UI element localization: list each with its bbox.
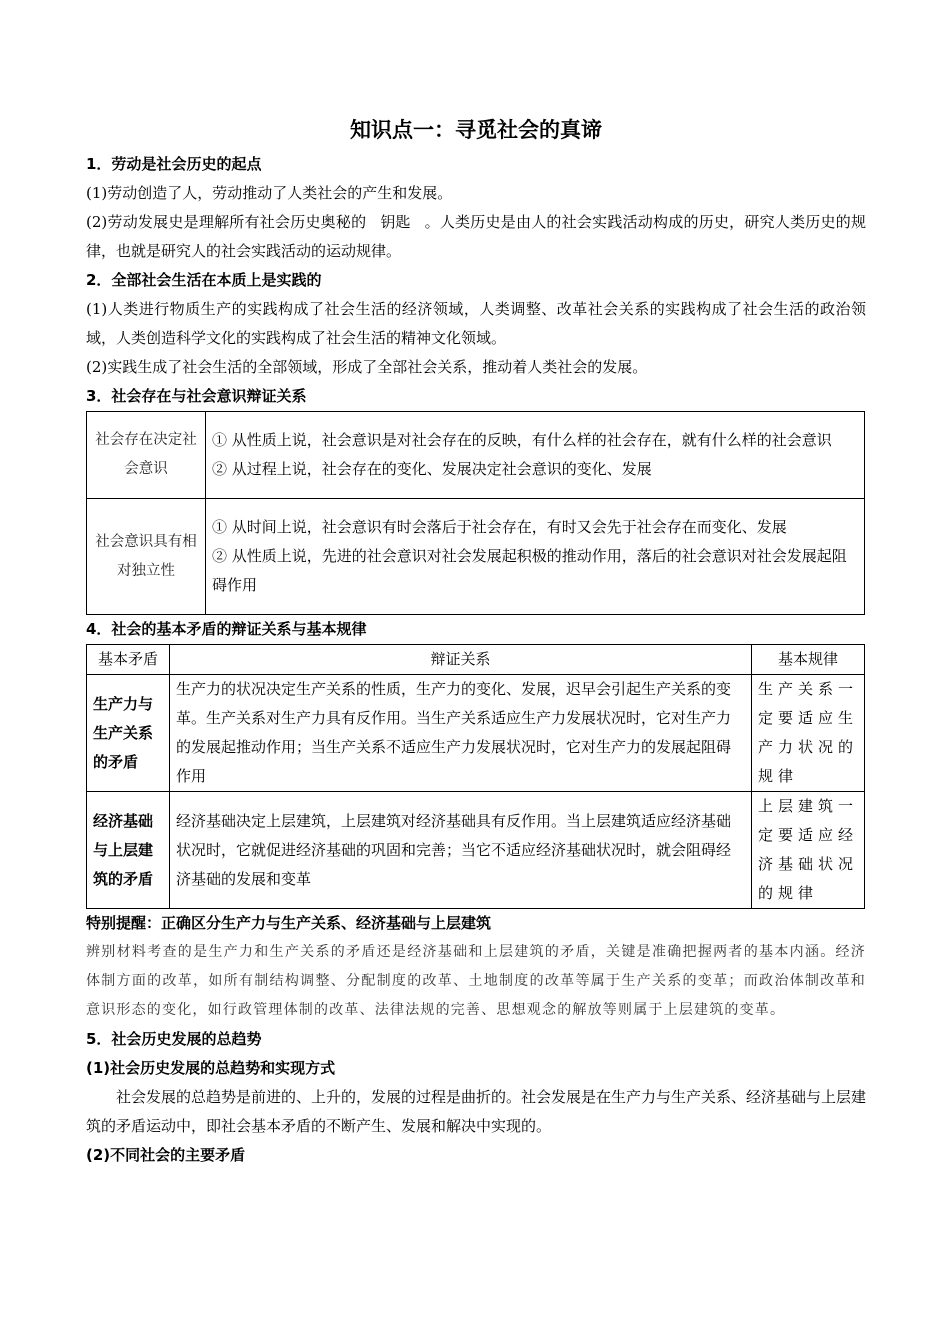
row-label: 社会意识具有相对独立性 <box>87 499 206 615</box>
section-5-sub-1: (1)社会历史发展的总趋势和实现方式 <box>86 1059 336 1077</box>
table-row <box>87 792 865 909</box>
section-4-heading: 4．社会的基本矛盾的辩证关系与基本规律 <box>86 620 367 638</box>
section-1-para-1: (1)劳动创造了人，劳动推动了人类社会的产生和发展。 <box>86 184 453 202</box>
row-label: 生产力与生产关系的矛盾 <box>87 675 170 792</box>
row-label: 社会存在决定社会意识 <box>87 412 206 499</box>
section-5-heading: 5．社会历史发展的总趋势 <box>86 1030 262 1048</box>
row-content <box>206 412 865 499</box>
key-word: 钥匙 <box>380 213 411 231</box>
document-page <box>86 112 866 1170</box>
row-relation: 生产力的状况决定生产关系的性质，生产力的变化、发展，迟早会引起生产关系的变革。生产关系对生产力具有反作用。当生产关系适应生产力发展状况时，它对生产力的发展起推动作用；当生产关系不适应生产力发展状况时，它对生产力的发展起阻碍作用 <box>170 675 752 792</box>
table-row <box>87 412 865 499</box>
para-2-start: (2)劳动发展史是理解所有社会历史奥秘的 <box>86 213 367 231</box>
header-contradiction: 基本矛盾 <box>87 645 170 675</box>
section-2-para-2: (2)实践生成了社会生活的全部领域，形成了全部社会关系，推动着人类社会的发展。 <box>86 358 648 376</box>
section-2-heading: 2．全部社会生活在本质上是实践的 <box>86 271 322 289</box>
section-3-heading: 3．社会存在与社会意识辩证关系 <box>86 387 307 405</box>
header-law: 基本规律 <box>752 645 865 675</box>
section-1-heading: 1．劳动是社会历史的起点 <box>86 155 262 173</box>
section-1-para-2 <box>86 208 866 266</box>
section-5-sub-2: (2)不同社会的主要矛盾 <box>86 1146 246 1164</box>
table-row <box>87 499 865 615</box>
table-row <box>87 675 865 792</box>
section-5-para-1: 社会发展的总趋势是前进的、上升的，发展的过程是曲折的。社会发展是在生产力与生产关系、经济基础与上层建筑的矛盾运动中，即社会基本矛盾的不断产生、发展和解决中实现的。 <box>86 1088 867 1135</box>
para-2-end: 。人类历史是由人的社会实践活动构成的历史，研究人类历史的规律，也就是研究人的社会实践活动的运动规律。 <box>86 213 866 260</box>
section-2-para-1: (1)人类进行物质生产的实践构成了社会生活的经济领域，人类调整、改革社会关系的实践构成了社会生活的政治领域，人类创造科学文化的实践构成了社会生活的精神文化领域。 <box>86 300 866 347</box>
row-law: 上层建筑一定要适应经济基础状况的规律 <box>752 792 865 909</box>
row-point-1: ① 从时间上说，社会意识有时会落后于社会存在，有时又会先于社会存在而变化、发展 <box>212 518 787 536</box>
row-point-2: ② 从过程上说，社会存在的变化、发展决定社会意识的变化、发展 <box>212 460 652 478</box>
row-content <box>206 499 865 615</box>
row-point-1: ① 从性质上说，社会意识是对社会存在的反映，有什么样的社会存在，就有什么样的社会意识 <box>212 431 832 449</box>
existence-consciousness-table <box>86 411 865 615</box>
header-relation: 辩证关系 <box>170 645 752 675</box>
row-relation: 经济基础决定上层建筑，上层建筑对经济基础具有反作用。当上层建筑适应经济基础状况时，它就促进经济基础的巩固和完善；当它不适应经济基础状况时，就会阻碍经济基础的发展和变革 <box>170 792 752 909</box>
table-header-row <box>87 645 865 675</box>
tip-body: 辨别材料考查的是生产力和生产关系的矛盾还是经济基础和上层建筑的矛盾，关键是准确把握两者的基本内涵。经济体制方面的改革，如所有制结构调整、分配制度的改革、土地制度的改革等属于生产关系的变革；而政治体制改革和意识形态的变化，如行政管理体制的改革、法律法规的完善、思想观念的解放等则属于上层建筑的变革。 <box>86 944 866 1018</box>
row-point-2: ② 从性质上说，先进的社会意识对社会发展起积极的推动作用，落后的社会意识对社会发展起阻碍作用 <box>212 547 847 594</box>
row-law: 生产关系一定要适应生产力状况的规律 <box>752 675 865 792</box>
row-label: 经济基础与上层建筑的矛盾 <box>87 792 170 909</box>
tip-heading: 特别提醒：正确区分生产力与生产关系、经济基础与上层建筑 <box>86 914 492 932</box>
page-title: 知识点一：寻觅社会的真谛 <box>350 118 602 142</box>
basic-contradiction-table <box>86 644 865 909</box>
